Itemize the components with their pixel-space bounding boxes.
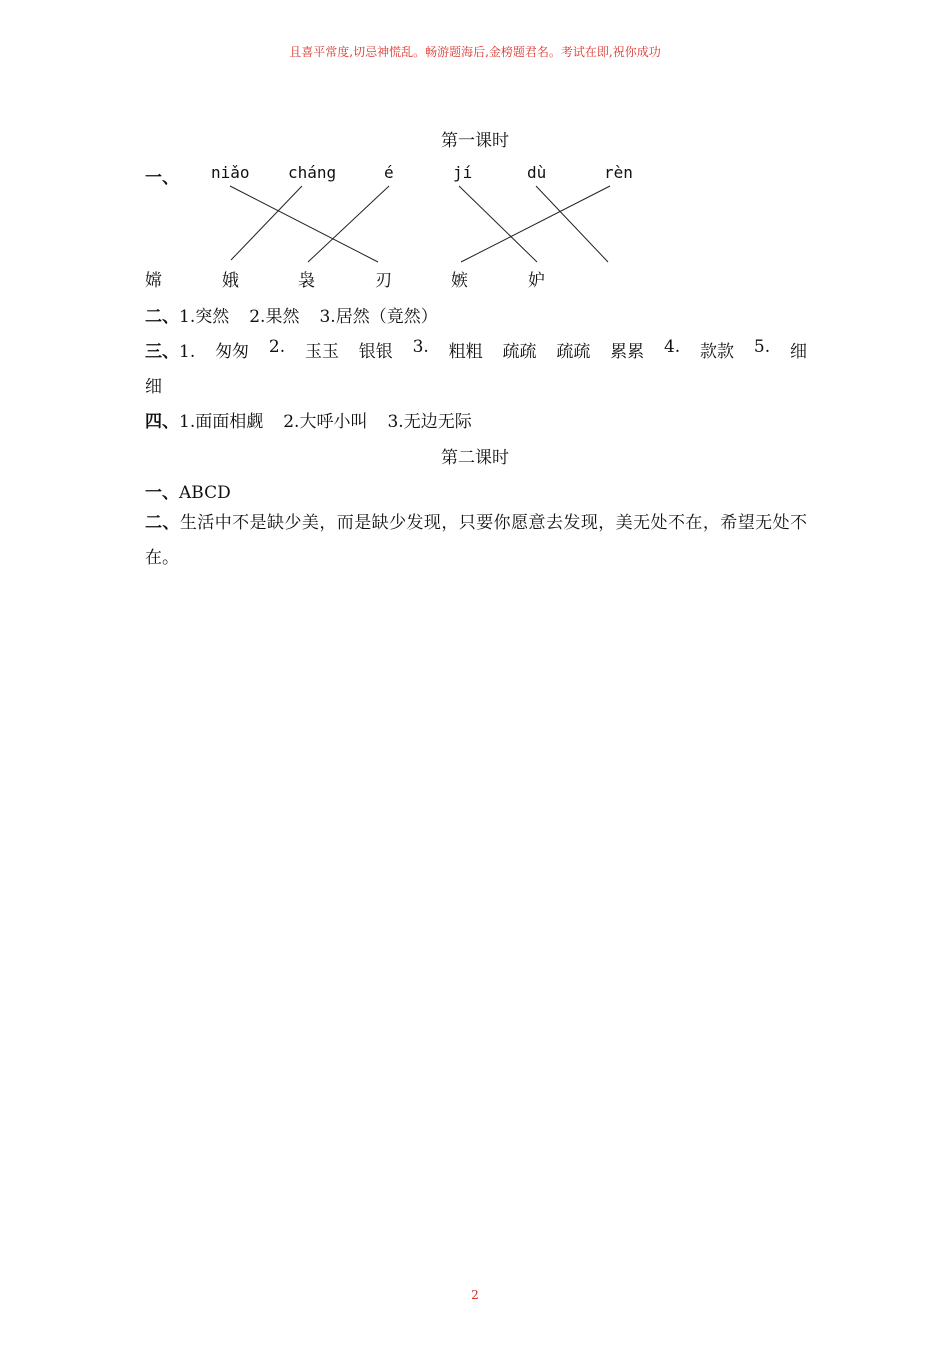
q3-answer-5-part1: 细	[789, 342, 807, 362]
q3-num-5: 5.	[753, 337, 771, 357]
l2-q1-answer: ABCD	[179, 483, 231, 503]
lesson-2-title: 第二课时	[441, 448, 509, 468]
q2-line	[145, 302, 438, 327]
match-line-du	[536, 186, 608, 262]
l2-q1-label: 一、	[145, 483, 179, 503]
q3-answer-3c: 疏疏	[556, 342, 591, 362]
q3-num-2: 2.	[268, 337, 286, 357]
q4-answer-1: 1.面面相觑	[179, 412, 264, 432]
q3-answer-3a: 粗粗	[448, 342, 483, 362]
pinyin-3: é	[384, 163, 394, 182]
q3-answer-2b: 银银	[358, 342, 393, 362]
q2-answer-2: 2.果然	[249, 307, 300, 327]
char-4: 刃	[375, 271, 392, 291]
q3-num-4: 4.	[663, 337, 681, 357]
pinyin-4: jí	[453, 163, 473, 182]
l2-q2-label: 二、	[145, 513, 180, 533]
char-2: 娥	[222, 271, 239, 291]
q2-answer-3: 3.居然（竟然）	[319, 307, 438, 327]
pinyin-6: rèn	[604, 163, 633, 182]
char-5: 嫉	[451, 271, 468, 291]
match-line-e	[308, 186, 389, 262]
q3-num-3: 3.	[412, 337, 429, 357]
page-number: 2	[471, 1288, 479, 1302]
pinyin-2: cháng	[288, 163, 337, 182]
l2-q2-answer: 生活中不是缺少美，而是缺少发现，只要你愿意去发现，美无处不在，希望无处不在。	[145, 513, 808, 568]
char-1: 嫦	[145, 271, 162, 291]
q2-answer-1: 1.突然	[179, 307, 230, 327]
q4-line	[145, 407, 472, 432]
char-3: 袅	[298, 271, 315, 291]
q3-answer-1: 匆匆	[215, 342, 250, 362]
q3-answer-5-part2: 细	[145, 377, 162, 397]
match-line-niao	[230, 186, 378, 262]
q3-answer-2a: 玉玉	[304, 342, 339, 362]
q2-label: 二、	[145, 307, 179, 327]
q3-answer-3d: 累累	[610, 342, 645, 362]
q3-label: 三、	[145, 342, 179, 362]
page-header-motto: 且喜平常度,切忌神慌乱。畅游题海后,金榜题君名。考试在即,祝你成功	[289, 45, 661, 59]
pinyin-5: dù	[527, 163, 547, 182]
q4-label: 四、	[145, 412, 179, 432]
l2-q1-line	[145, 478, 231, 503]
pinyin-1: niǎo	[211, 163, 250, 182]
match-line-chang	[231, 186, 302, 260]
match-line-ji	[459, 186, 537, 262]
match-line-ren	[461, 186, 610, 262]
q4-answer-3: 3.无边无际	[387, 412, 472, 432]
q3-answer-4: 款款	[700, 342, 735, 362]
q1-label: 一、	[145, 168, 179, 188]
char-6: 妒	[528, 271, 545, 291]
q4-answer-2: 2.大呼小叫	[283, 412, 368, 432]
q3-num-1: 1.	[179, 342, 196, 362]
q3-line-1	[145, 337, 807, 362]
q3-answer-3b: 疏疏	[502, 342, 537, 362]
lesson-1-title: 第一课时	[441, 131, 509, 151]
l2-q2-paragraph	[145, 506, 807, 576]
